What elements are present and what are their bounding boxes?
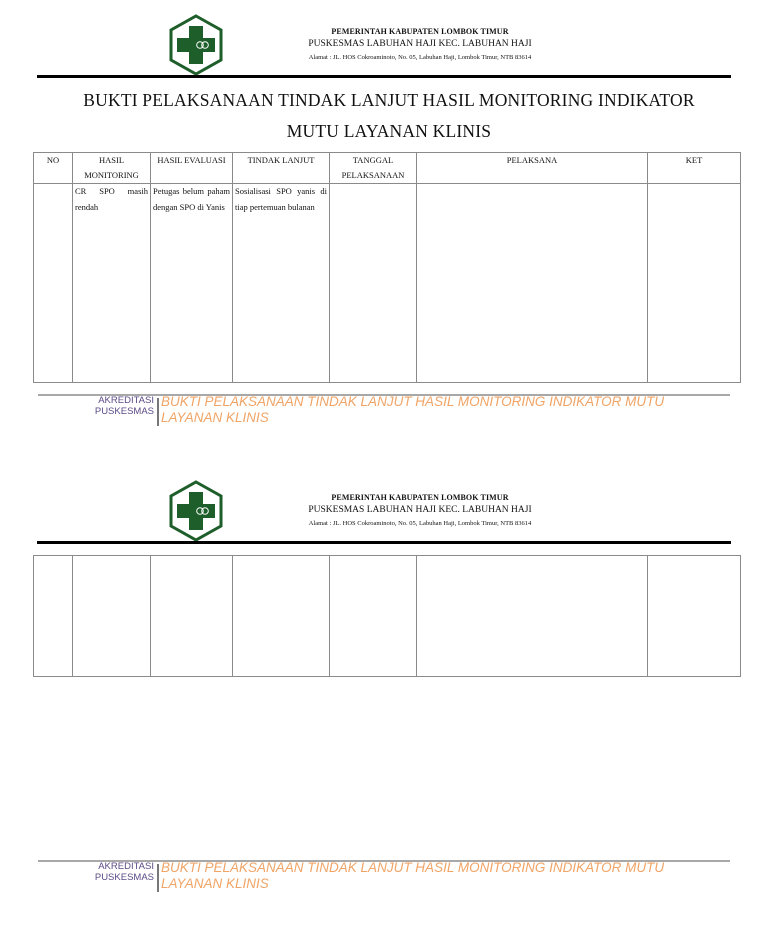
puskesmas-name: PUSKESMAS LABUHAN HAJI KEC. LABUHAN HAJI [308,505,532,515]
government-name: PEMERINTAH KABUPATEN LOMBOK TIMUR [331,493,509,502]
puskesmas-logo-icon [167,480,225,540]
header-ket: KET [648,153,741,184]
cell-hasil-evaluasi: Petugas belum paham dengan SPO di Yanis [151,184,233,383]
puskesmas-logo-icon [167,14,225,74]
footer-label-puskesmas: PUSKESMAS [94,872,154,883]
puskesmas-name: PUSKESMAS LABUHAN HAJI KEC. LABUHAN HAJI [308,39,532,49]
header-pelaksana: PELAKSANA [417,153,648,184]
table-row [34,556,741,677]
cell-tindak-lanjut: Sosialisasi SPO yanis di tiap pertemuan bulanan [233,184,330,383]
header-hasil-monitoring: HASIL MONITORING [73,153,151,184]
footer-document-title: BUKTI PELAKSANAAN TINDAK LANJUT HASIL MONITORING INDIKATOR MUTU LAYANAN KLINIS [161,394,665,425]
continued-table [33,555,741,677]
header-tindak-lanjut: TINDAK LANJUT [233,153,330,184]
document-title-line2: MUTU LAYANAN KLINIS [286,121,492,141]
header-no: NO [34,153,73,184]
address: Alamat : JL. HOS Cokroaminoto, No. 05, Labuhan Haji, Lombok Timur, NTB 83614 [308,520,532,527]
table-header-row [34,153,741,184]
header-hasil-evaluasi: HASIL EVALUASI [151,153,233,184]
document-title-line1: BUKTI PELAKSANAAN TINDAK LANJUT HASIL MONITORING INDIKATOR [83,90,695,110]
cell-pelaksana [417,184,648,383]
cell-ket [648,184,741,383]
table-row [34,184,741,383]
footer-label-puskesmas: PUSKESMAS [94,406,154,417]
footer-divider [157,864,159,892]
footer-label-akreditasi: AKREDITASI [98,861,154,872]
footer-document-title: BUKTI PELAKSANAAN TINDAK LANJUT HASIL MONITORING INDIKATOR MUTU LAYANAN KLINIS [161,860,665,891]
government-name: PEMERINTAH KABUPATEN LOMBOK TIMUR [331,27,509,36]
letterhead [0,14,768,74]
footer-divider [157,398,159,426]
cell-hasil-monitoring: CR SPO masih rendah [73,184,151,383]
footer-label-akreditasi: AKREDITASI [98,395,154,406]
cell-no [34,184,73,383]
header-tanggal-pelaksanaan: TANGGAL PELAKSANAAN [330,153,417,184]
letterhead [0,480,768,540]
follow-up-table [33,152,741,383]
cell-tanggal [330,184,417,383]
address: Alamat : JL. HOS Cokroaminoto, No. 05, Labuhan Haji, Lombok Timur, NTB 83614 [308,54,532,61]
letterhead-rule [37,75,731,78]
letterhead-rule [37,541,731,544]
